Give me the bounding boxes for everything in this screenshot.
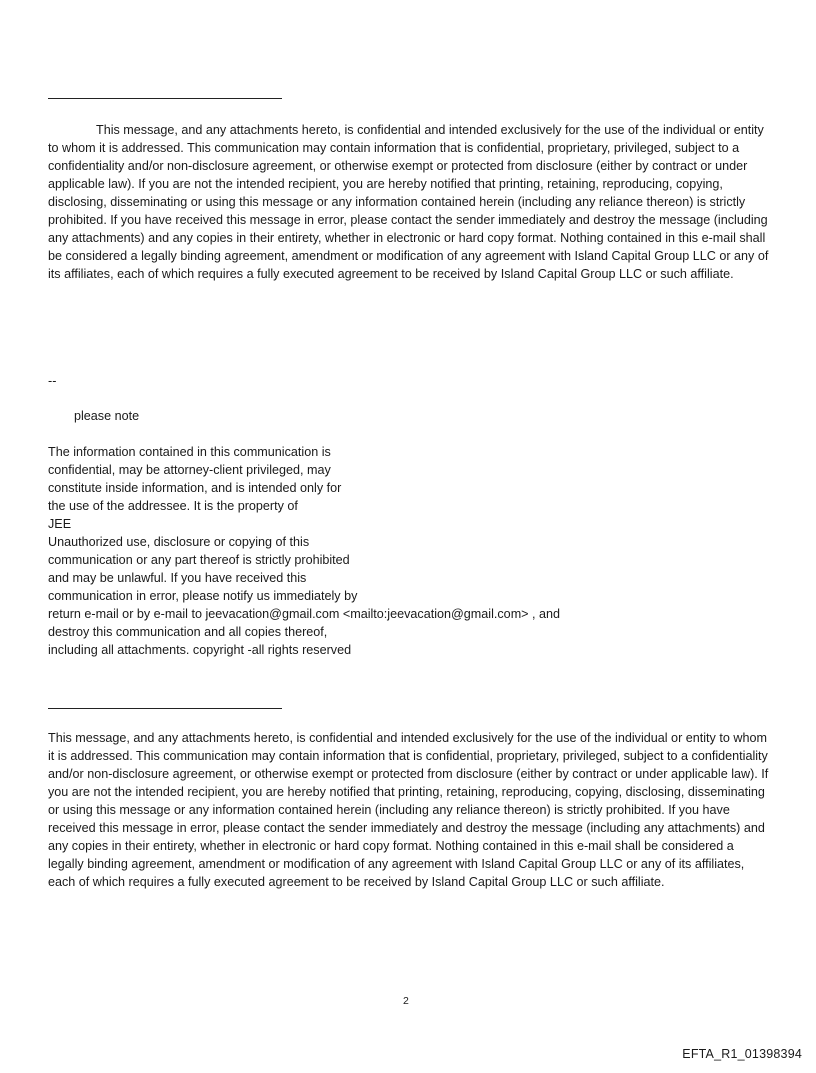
divider-top (48, 98, 282, 99)
notice-line-email: return e-mail or by e-mail to jeevacation@gmail.com <mailto:jeevacation@gmail.com> , and (48, 607, 561, 621)
disclaimer-bottom: This message, and any attachments hereto, is confidential and intended exclusively for the use of the individual or entity to whom it is addressed. This communication may contain information that is confidential, proprietary, privileged, subject to a confidentiality and/or non-disclosure agreement, or otherwise exempt or protected from disclosure (either by contract or under applicable law). If you are not the intended recipient, you are hereby notified that printing, retaining, reproducing, copying, disclosing, disseminating or using this message or any information contained herein (including any reliance thereon) is strictly prohibited. If you have received this message in error, please contact the sender immediately and destroy the message (including any attachments) and any copies in their entirety, whether in electronic or hard copy format. Nothing contained in this e-mail shall be considered a legally binding agreement, amendment or modification of any agreement with Island Capital Group LLC or any of its affiliates, each of which requires a fully executed agreement to be received by Island Capital Group LLC or such affiliate. (48, 731, 769, 889)
notice-line: The information contained in this communication is (48, 445, 331, 459)
notice-line: including all attachments. copyright -all rights reserved (48, 643, 352, 657)
bates-number: EFTA_R1_01398394 (682, 1047, 802, 1061)
notice-line: Unauthorized use, disclosure or copying of this (48, 535, 310, 549)
notice-line: communication in error, please notify us immediately by (48, 589, 358, 603)
notice-line: constitute inside information, and is intended only for (48, 481, 342, 495)
notice-line: communication or any part thereof is strictly prohibited (48, 553, 350, 567)
divider-bottom (48, 708, 282, 709)
please-note-label: please note (74, 409, 140, 423)
notice-line: and may be unlawful. If you have received this (48, 571, 307, 585)
signature-separator: -- (48, 374, 57, 388)
disclaimer-top: This message, and any attachments hereto, is confidential and intended exclusively for the use of the individual or entity to whom it is addressed. This communication may contain information that is confidential, proprietary, privileged, subject to a confidentiality and/or non-disclosure agreement, or otherwise exempt or protected from disclosure (either by contract or under applicable law). If you are not the intended recipient, you are hereby notified that printing, retaining, reproducing, copying, disclosing, disseminating or using this message or any information contained herein (including any reliance thereon) is strictly prohibited. If you have received this message in error, please contact the sender immediately and destroy the message (including any attachments) and any copies in their entirety, whether in electronic or hard copy format. Nothing contained in this e-mail shall be considered a legally binding agreement, amendment or modification of any agreement with Island Capital Group LLC or any of its affiliates, each of which requires a fully executed agreement to be received by Island Capital Group LLC or such affiliate. (48, 123, 769, 281)
notice-block (48, 443, 648, 659)
notice-line: confidential, may be attorney-client privileged, may (48, 463, 331, 477)
page-number: 2 (403, 995, 409, 1007)
notice-line: JEE (48, 517, 72, 531)
notice-line: the use of the addressee. It is the property of (48, 499, 298, 513)
notice-line: destroy this communication and all copies thereof, (48, 625, 328, 639)
